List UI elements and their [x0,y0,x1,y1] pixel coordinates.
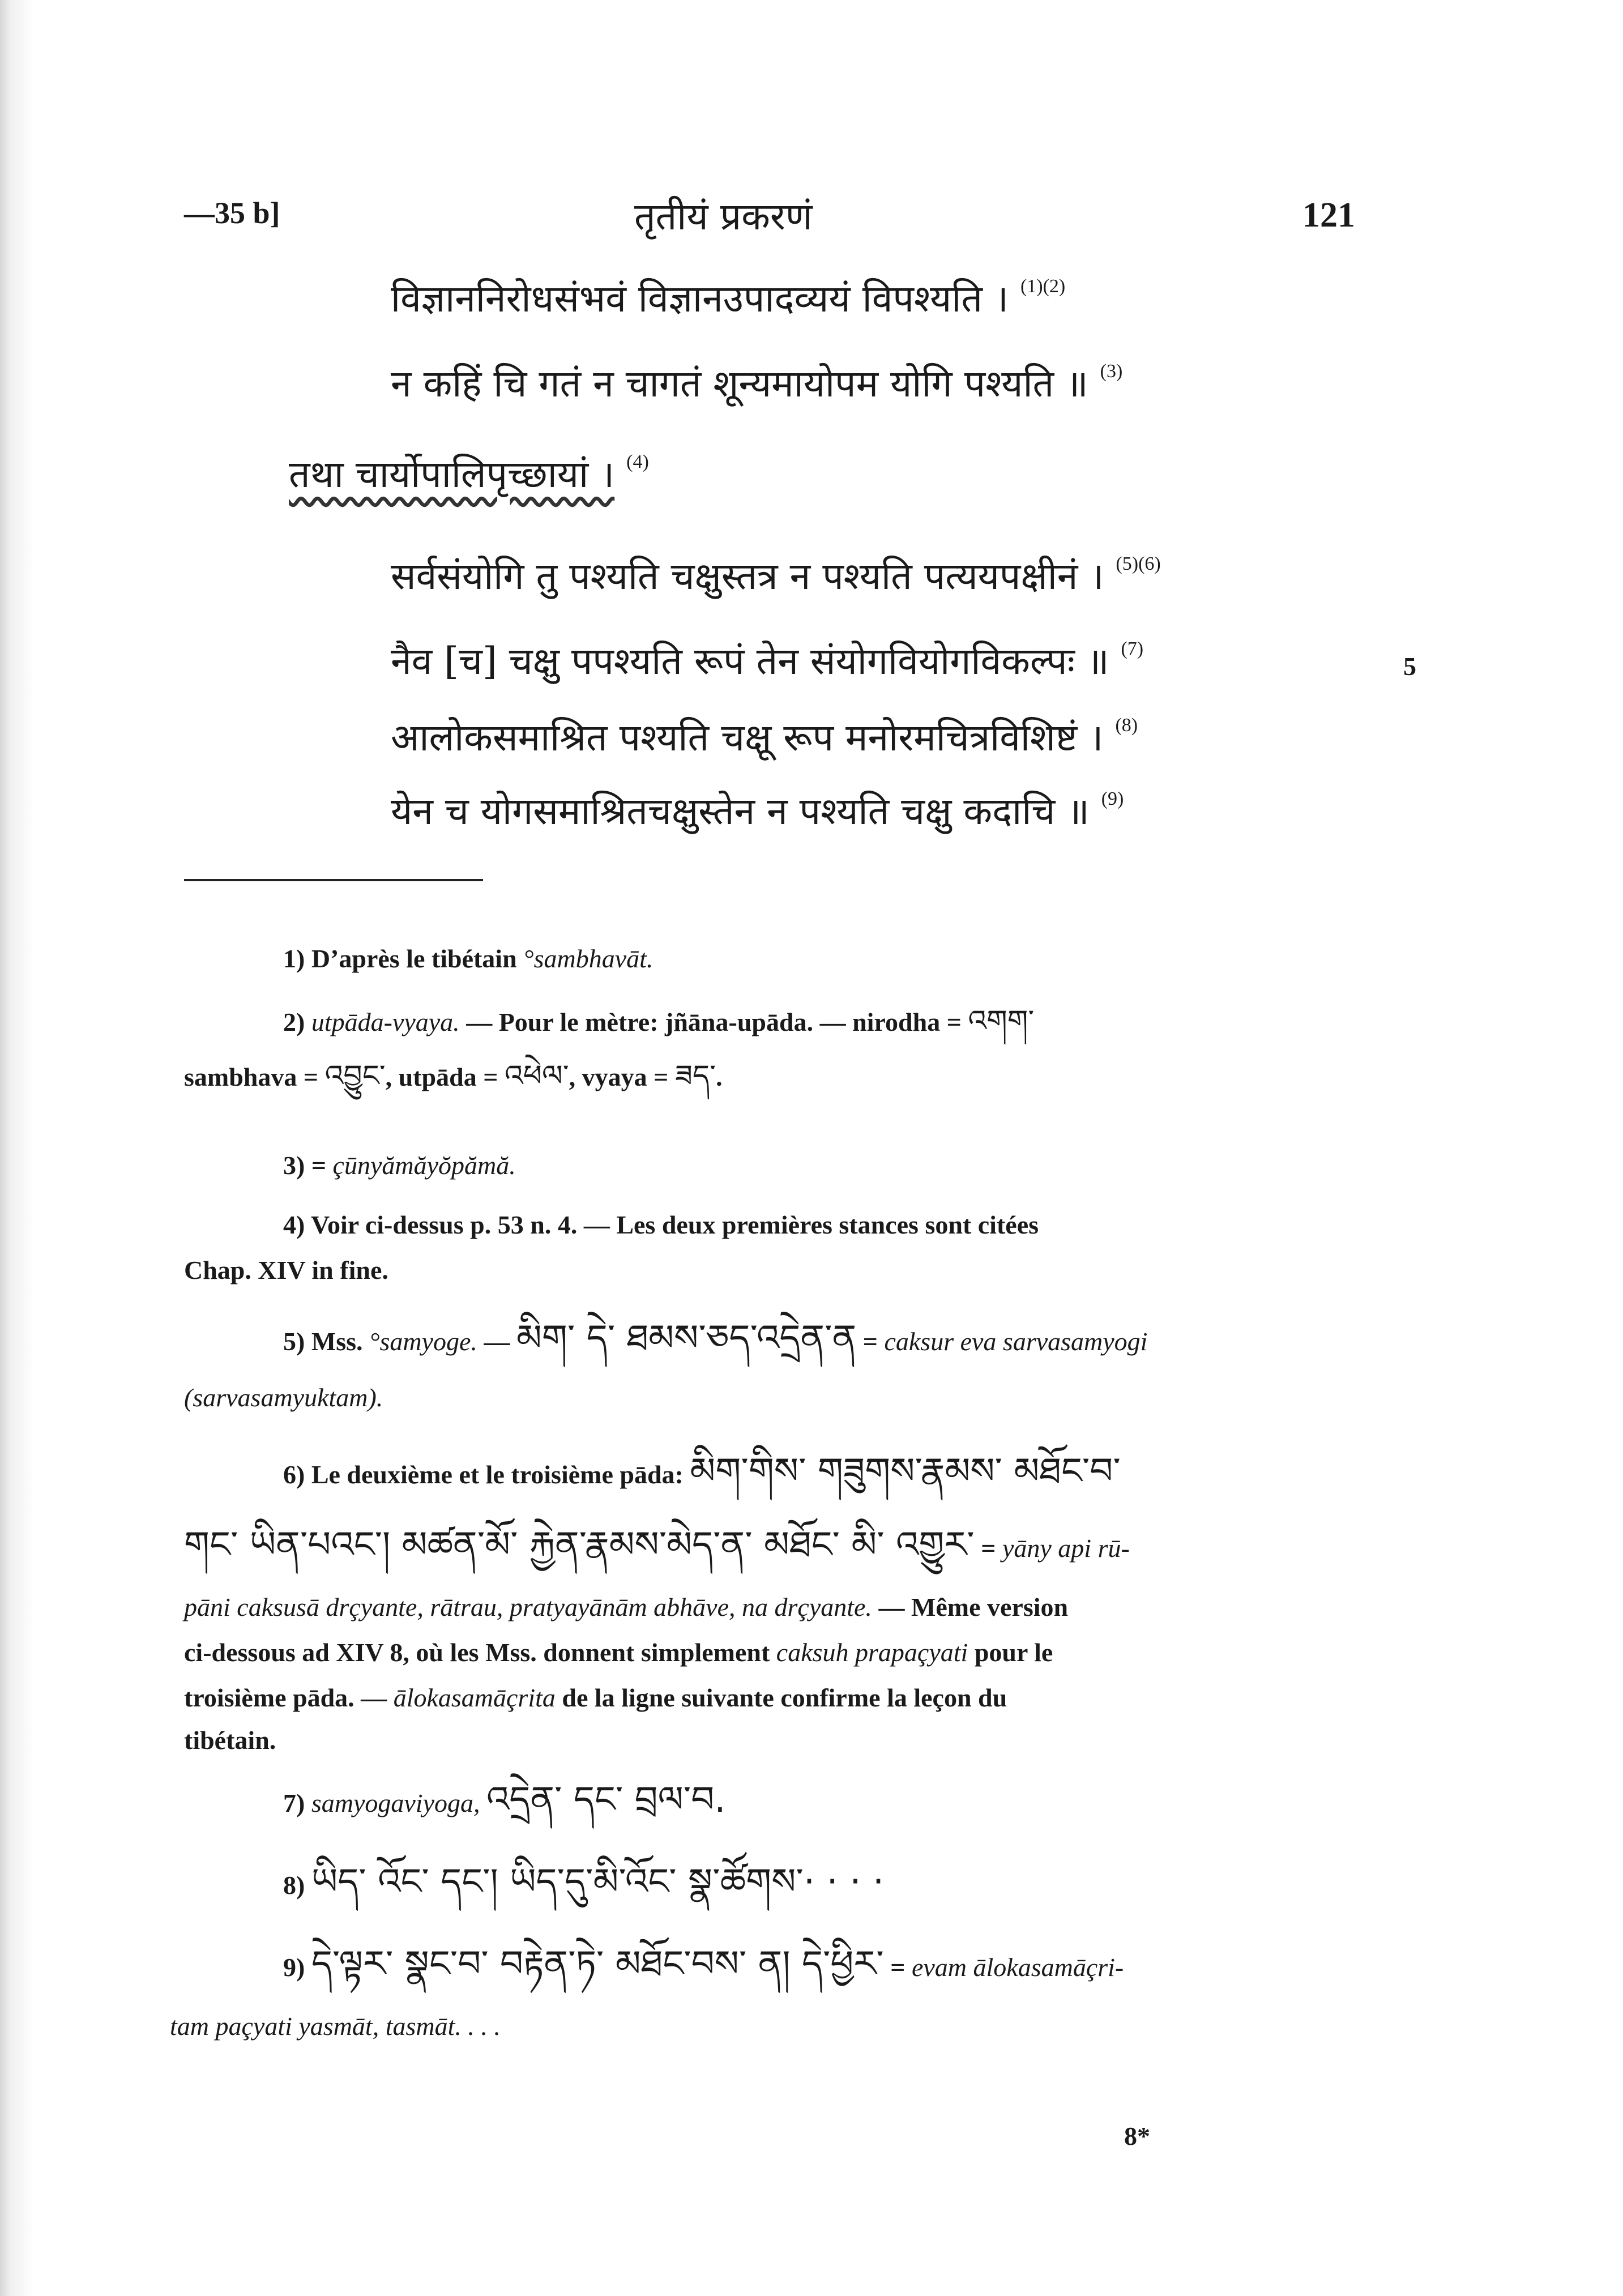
footnote-6-translation: pāni caksusā drçyante, rātrau, pratyayānām abhāve, na drçyante. — Même version [184,1593,1069,1621]
footnote-2-cont: sambhava = འབྱུང་, utpāda = འཕེལ་, vyaya = ཟད་. [184,1059,723,1093]
verse-line-3: सर्वसंयोगि तु पश्यति चक्षुस्तत्र न पश्यति पत्ययपक्षीनं । $^{(5)(6)}$ [391,553,1161,598]
quotation-intro: तथा चार्योपालिपृच्छायां । $^{(4)}$ [289,451,649,496]
header-section-ref: —35 b] [184,196,280,230]
footnote-2: 2) utpāda-vyaya. — Pour le mètre: jñāna-upāda. — nirodha = འགག་ [283,1004,1035,1038]
footnote-8: 8) ཡིད་ འོང་ དང་། ཡིད་དུ་མི་འོང་ སྣ་ཚོགས་· · · · [283,1861,885,1903]
footnote-6: 6) Le deuxième et le troisième pāda: མིག་གིས་ གཟུགས་རྣམས་ མཐོང་བ་ [283,1450,1121,1492]
footnote-6-line3: ci-dessous ad XIV 8, où les Mss. donnent simplement caksuh prapaçyati pour le [184,1638,1053,1667]
footnote-7: 7) samyogaviyoga, འདྲེན་ དང་ བྲལ་བ. [283,1779,726,1821]
verse-line-2: न कहिं चि गतं न चागतं शून्यमायोपम योगि पश्यति ॥ $^{(3)}$ [391,361,1123,406]
margin-line-number: 5 [1403,652,1416,681]
footnote-9: 9) དེ་ལྟར་ སྣང་བ་ བརྟེན་ཏེ་ མཐོང་བས་ ན། དེ་ཕྱིར་ = evam ālokasamāçri- [283,1943,1124,1985]
footnote-6-line5: tibétain. [184,1726,276,1755]
footnote-5: 5) Mss. °samyoge. — མིག་ དེ་ ཐམས་ཅད་འདྲེན་ན = caksur eva sarvasamyogi [283,1317,1148,1359]
footnote-4: 4) Voir ci-dessus p. 53 n. 4. — Les deux premières stances sont citées [283,1210,1039,1239]
footnote-1: 1) D’après le tibétain °sambhavāt. [283,944,654,973]
verse-line-5: आलोकसमाश्रित पश्यति चक्षू रूप मनोरमचित्रविशिष्टं । $^{(8)}$ [391,715,1138,759]
footnote-6-tibetan: གང་ ཡིན་པའང་། མཚན་མོ་ རྐྱེན་རྣམས་མེད་ན་ མཐོང་ མི་ འགྱུར་ = yāny api rū- [184,1524,1130,1566]
footnote-separator [184,879,483,881]
verse-line-4: नैव [च] चक्षु पपश्यति रूपं तेन संयोगवियोगविकल्पः ॥ $^{(7)}$ [391,638,1144,683]
footnote-5-cont: (sarvasamyuktam). [184,1383,383,1412]
footnote-9-cont: tam paçyati yasmāt, tasmāt. . . . [170,2012,501,2041]
verse-line-1: विज्ञाननिरोधसंभवं विज्ञानउपादव्ययं विपश्यति । $^{(1)(2)}$ [391,276,1066,321]
footnote-3: 3) = çūnyămăyŏpămă. [283,1151,516,1180]
page-number: 121 [1302,196,1355,234]
signature-mark: 8* [1124,2122,1150,2150]
footnote-6-line4: troisième pāda. — ālokasamāçrita de la ligne suivante confirme la leçon du [184,1683,1007,1712]
footnote-4-cont: Chap. XIV in fine. [184,1256,388,1284]
header-chapter-title: तृतीयं प्रकरणं [634,195,813,238]
verse-line-6: येन च योगसमाश्रितचक्षुस्तेन न पश्यति चक्षु कदाचि ॥ $^{(9)}$ [391,788,1124,833]
scan-edge [0,0,34,2296]
